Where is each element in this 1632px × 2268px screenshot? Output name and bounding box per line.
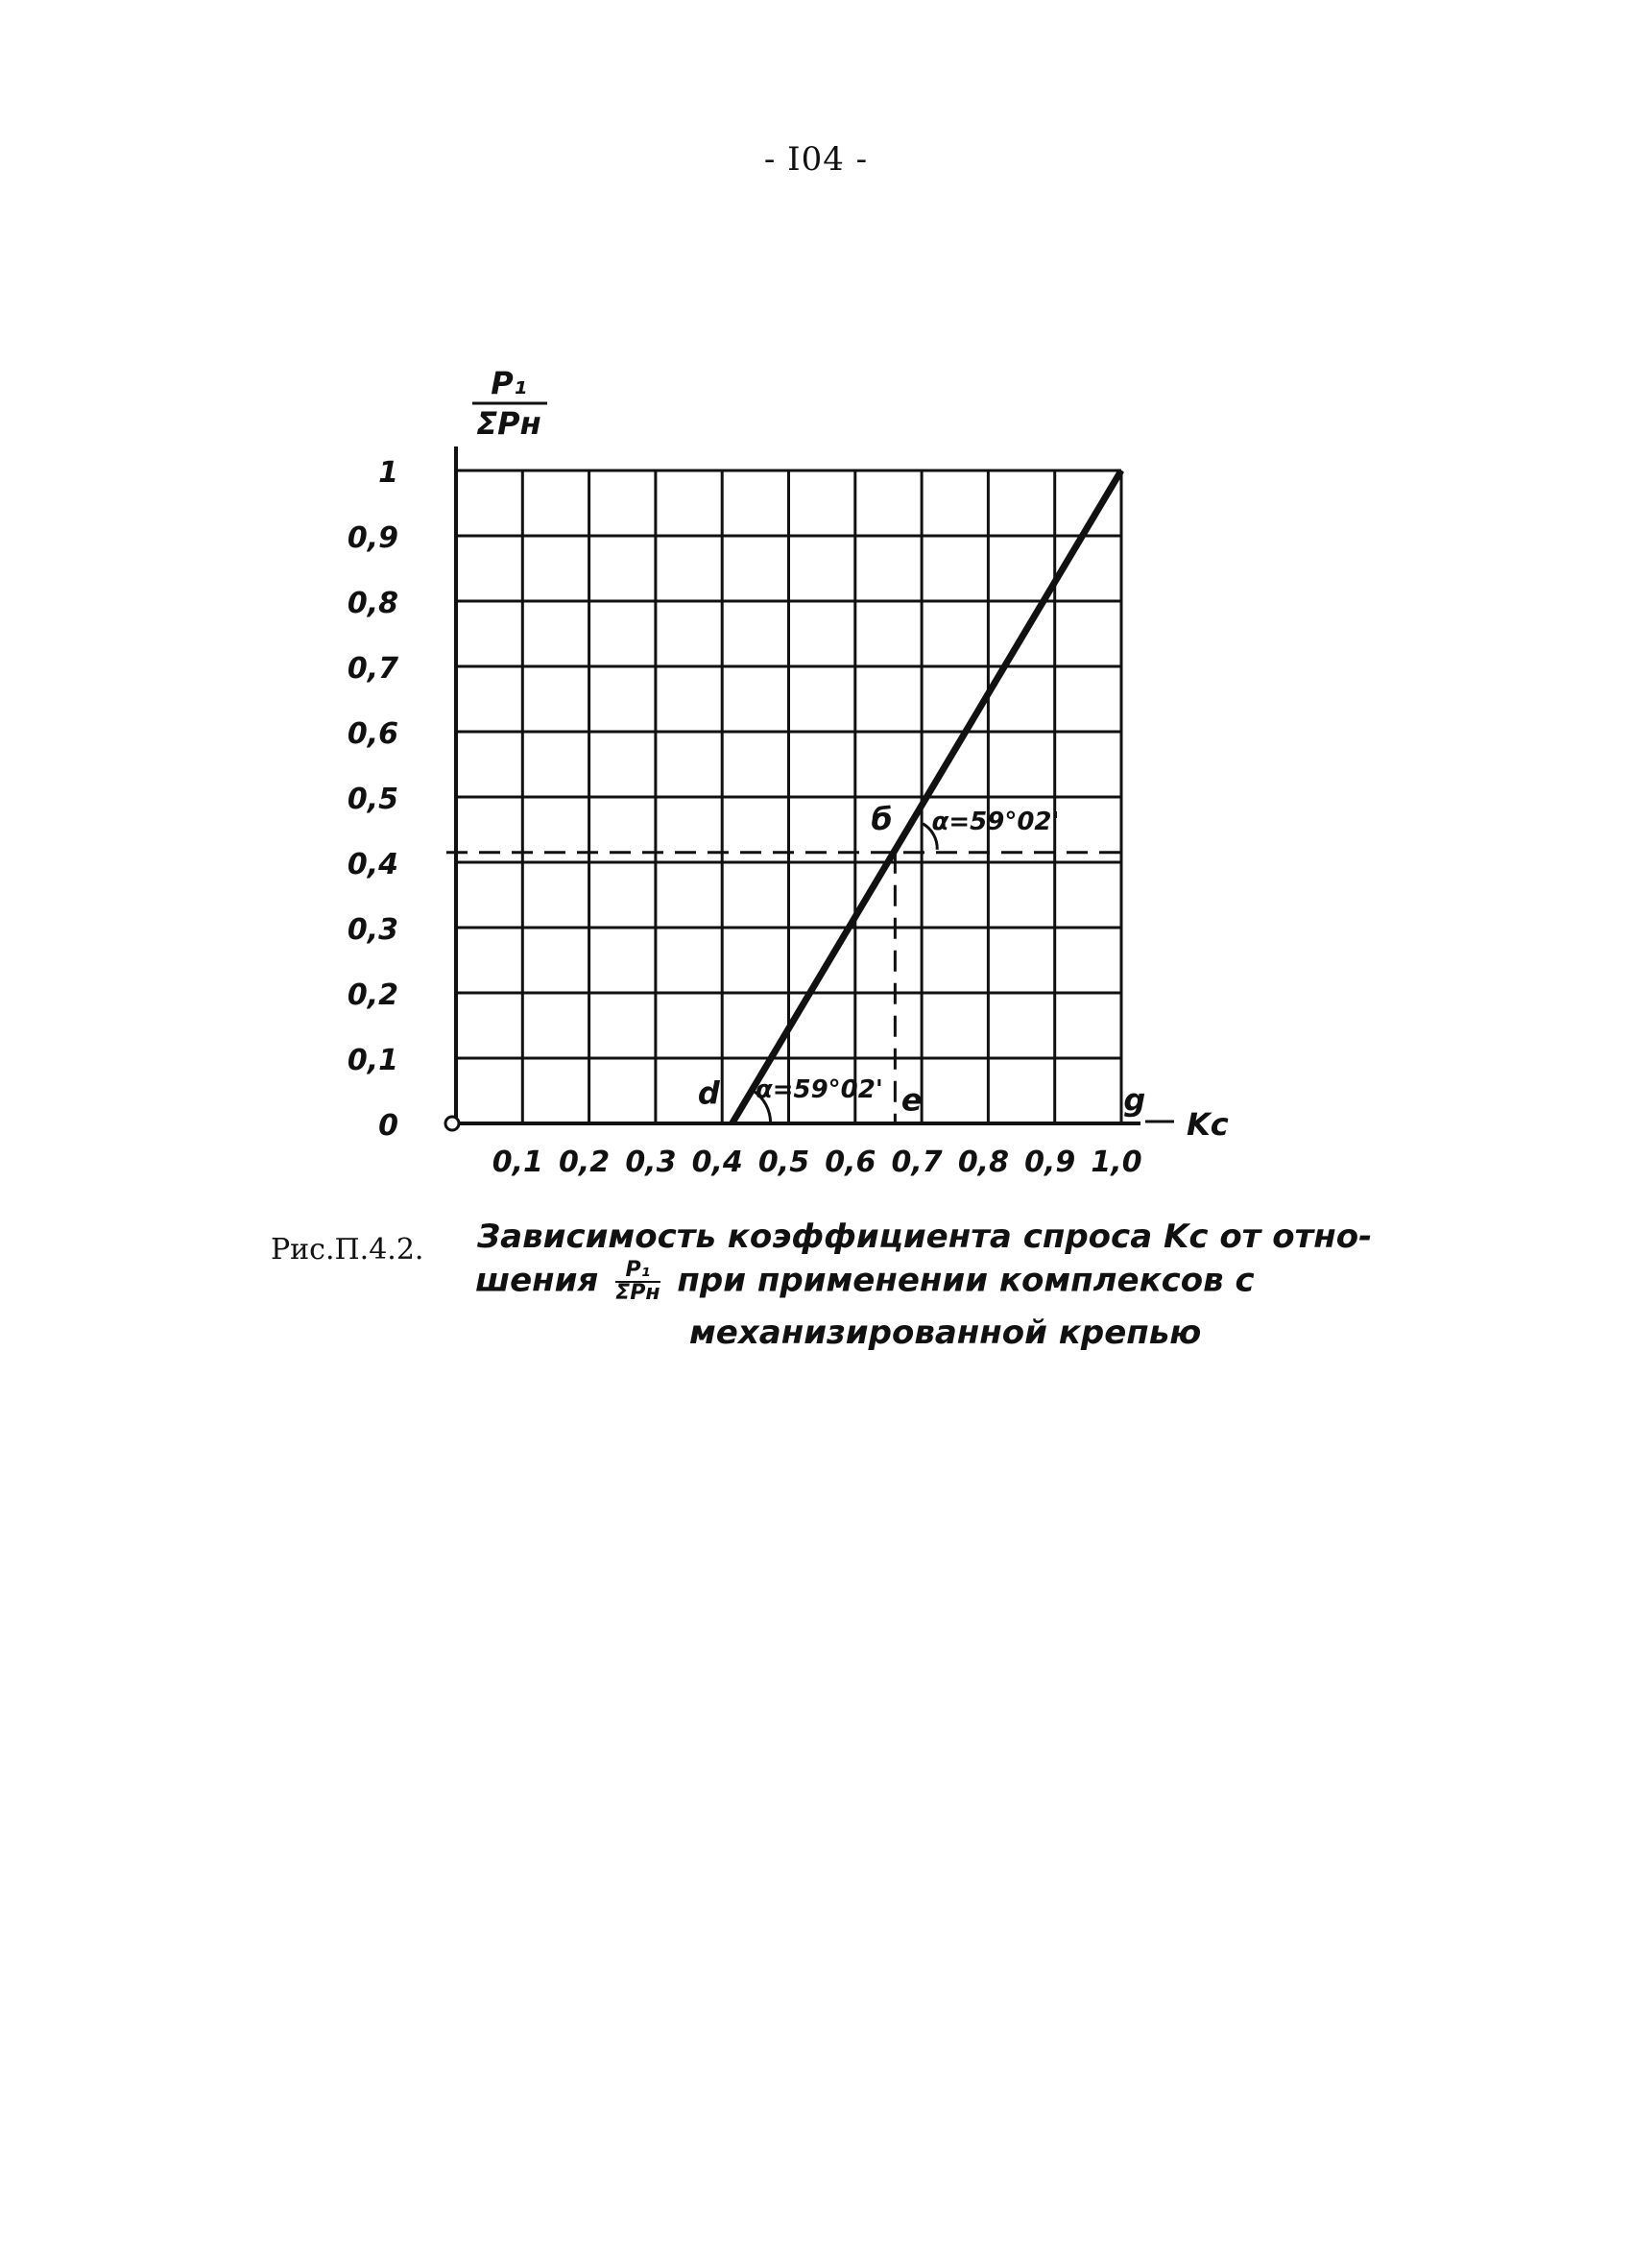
y-tick-label: 0,3: [347, 913, 398, 947]
y-tick-label: 0,7: [347, 652, 398, 686]
point-label: б: [871, 801, 893, 837]
y-axis-label-numerator: P₁: [491, 365, 527, 401]
x-tick-label: 0,1: [492, 1146, 543, 1179]
page-number: - I04 -: [763, 140, 869, 179]
x-tick-label: 0,7: [891, 1146, 943, 1179]
y-tick-label: 0,5: [347, 783, 398, 816]
y-axis-label-denominator: ΣPн: [476, 405, 541, 442]
y-tick-label: 0: [378, 1109, 398, 1143]
y-tick-label: 0,6: [347, 717, 398, 751]
point-label: d: [697, 1074, 720, 1112]
y-tick-label: 0,4: [347, 848, 398, 881]
y-tick-label: 0,8: [347, 587, 398, 620]
caption-line-2-end: при применении комплексов с: [677, 1261, 1255, 1300]
y-tick-label: 1: [378, 456, 398, 490]
caption-fraction: [615, 1260, 660, 1304]
x-tick-label: 0,4: [691, 1146, 743, 1179]
chart-axes: [445, 446, 1174, 1130]
y-tick-label: 0,1: [347, 1044, 398, 1077]
y-tick-label: 0,9: [347, 521, 398, 555]
x-tick-label: 0,5: [757, 1146, 810, 1179]
point-label: e: [900, 1081, 923, 1119]
caption-line-2: [475, 1260, 1255, 1304]
x-tick-label: 1,0: [1091, 1146, 1142, 1179]
x-tick-label: 0,2: [559, 1146, 611, 1179]
origin-marker: [445, 1117, 459, 1130]
caption-prefix: Рис.П.4.2.: [271, 1233, 424, 1267]
point-label: g: [1123, 1081, 1146, 1119]
caption-line-1: Зависимость коэффициента спроса Kc от отно-: [477, 1218, 1373, 1256]
caption-fraction-denominator: ΣPн: [615, 1281, 660, 1305]
angle-annotation: α=59°02': [931, 808, 1060, 836]
caption-fraction-numerator: P₁: [615, 1260, 660, 1283]
x-tick-label: 0,9: [1024, 1146, 1076, 1179]
angle-annotation: α=59°02': [755, 1074, 883, 1104]
y-tick-label: 0,2: [347, 978, 398, 1012]
x-tick-label: 0,8: [957, 1146, 1009, 1179]
x-tick-label: 0,6: [825, 1146, 876, 1179]
x-axis-label: Kc: [1187, 1106, 1229, 1143]
caption-line-3: механизированной крепью: [689, 1314, 1202, 1352]
x-tick-label: 0,3: [625, 1146, 677, 1179]
caption-line-2-start: шения: [475, 1261, 599, 1300]
